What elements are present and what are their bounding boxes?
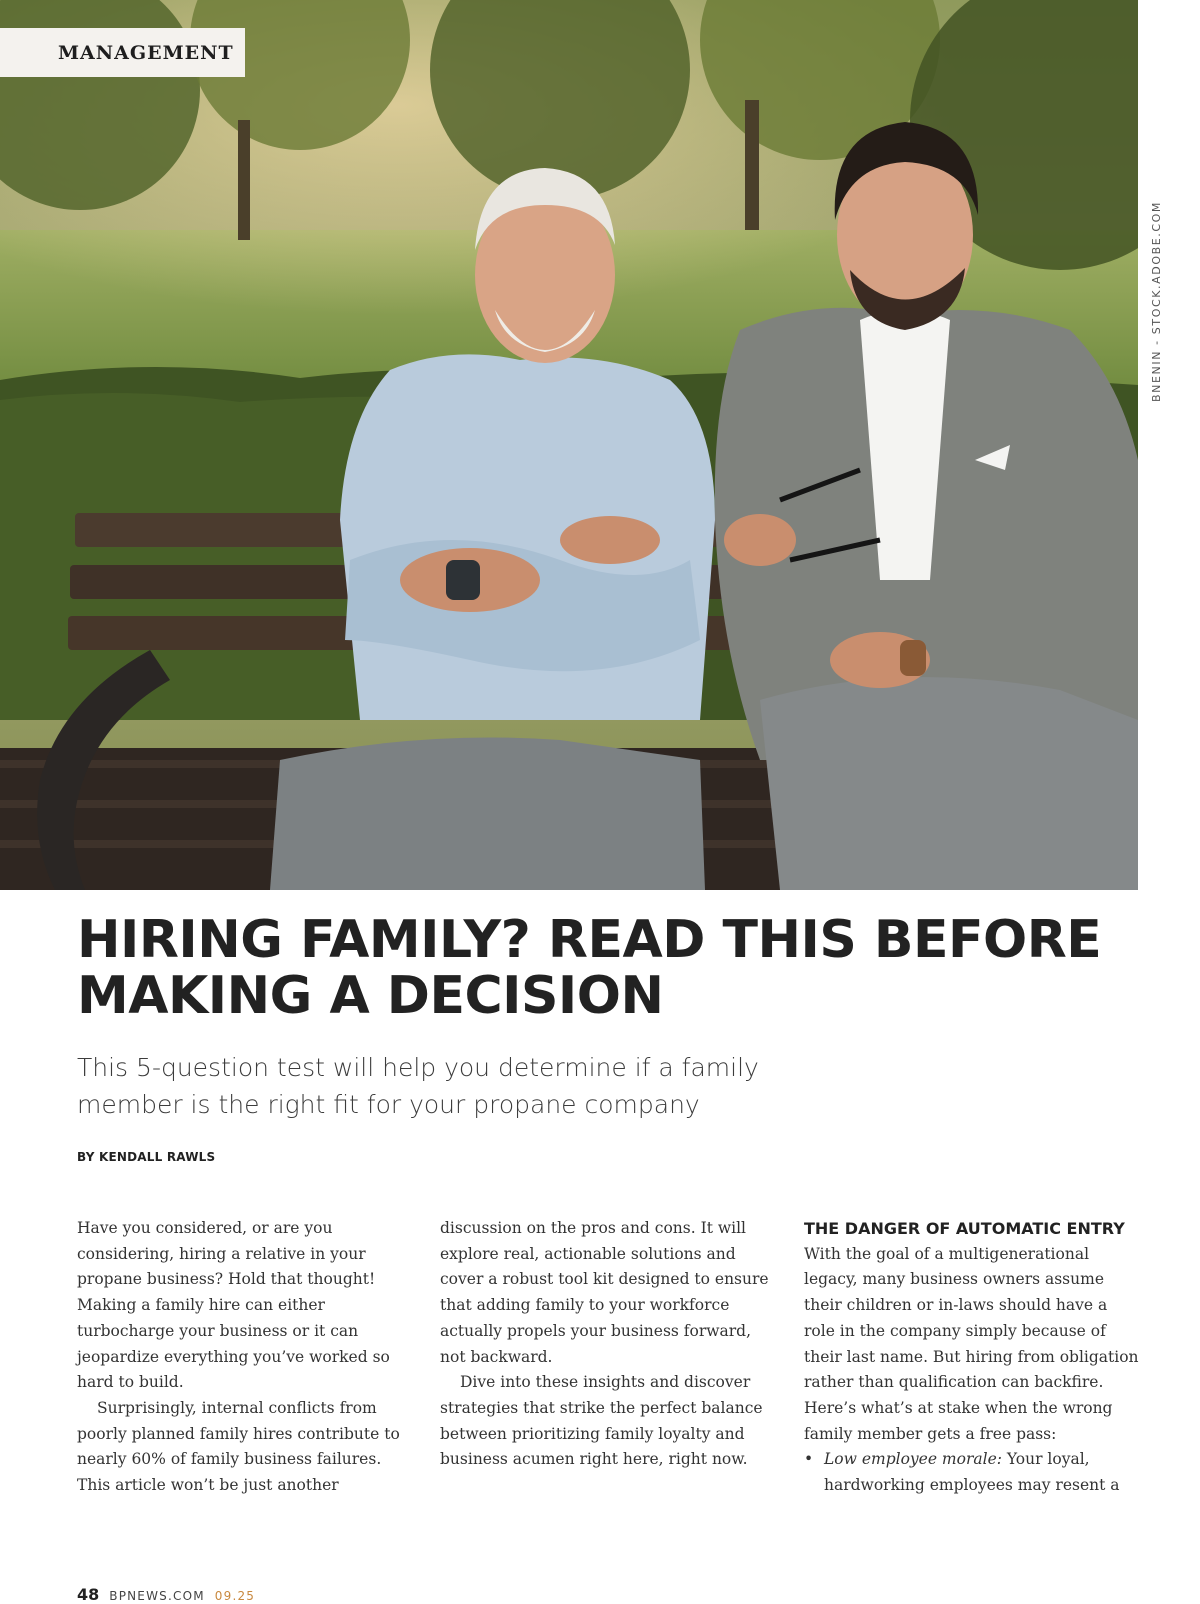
section-subhead: THE DANGER OF AUTOMATIC ENTRY (804, 1219, 1125, 1238)
bullet-list-item (804, 1447, 1139, 1498)
photo-credit: BNENIN - STOCK.ADOBE.COM (1150, 200, 1163, 402)
bullet-body: Your loyal, hardworking employees may resent a (824, 1450, 1120, 1495)
byline: BY KENDALL RAWLS (77, 1150, 216, 1164)
bullet-lead: Low employee morale: (824, 1450, 1002, 1469)
page-footer (77, 1585, 255, 1604)
bullet-symbol: • (804, 1450, 814, 1469)
site-name: BPNEWS.COM (109, 1589, 205, 1603)
article-deck: This 5-question test will help you determine if a family member is the right fit for your propane company (77, 1053, 759, 1119)
body-column-2 (440, 1216, 780, 1473)
paragraph: With the goal of a multigenerational legacy, many business owners assume their children or in-laws should have a role in the company simply because of their last name. But hiring from obligation rather than qualification can backfire. Here’s what’s at stake when the wrong family member gets a free pass: (804, 1244, 1139, 1443)
bullet-text (824, 1447, 1139, 1498)
paragraph: Dive into these insights and discover strategies that strike the perfect balance between prioritizing family loyalty and business acumen right here, right now. (440, 1373, 763, 1469)
paragraph: Have you considered, or are you considering, hiring a relative in your propane business? Hold that thought! Making a family hire can either turbocharge your business or it can jeopardize everything you’ve worked so hard to build. (77, 1219, 390, 1392)
article-headline: HIRING FAMILY? READ THIS BEFORE MAKING A DECISION (77, 910, 1102, 1026)
issue-date: 09.25 (214, 1589, 256, 1603)
body-column-3 (804, 1216, 1139, 1499)
paragraph: Surprisingly, internal conflicts from poorly planned family hires contribute to nearly 60% of family business failures. This article won’t be just another (77, 1398, 400, 1495)
section-tag: MANAGEMENT (0, 28, 245, 77)
paragraph: discussion on the pros and cons. It will explore real, actionable solutions and cover a robust tool kit designed to ensure that adding family to your workforce actually propels your business forward, not backward. (440, 1219, 769, 1366)
body-column-1 (77, 1216, 417, 1499)
page-number: 48 (77, 1585, 100, 1604)
